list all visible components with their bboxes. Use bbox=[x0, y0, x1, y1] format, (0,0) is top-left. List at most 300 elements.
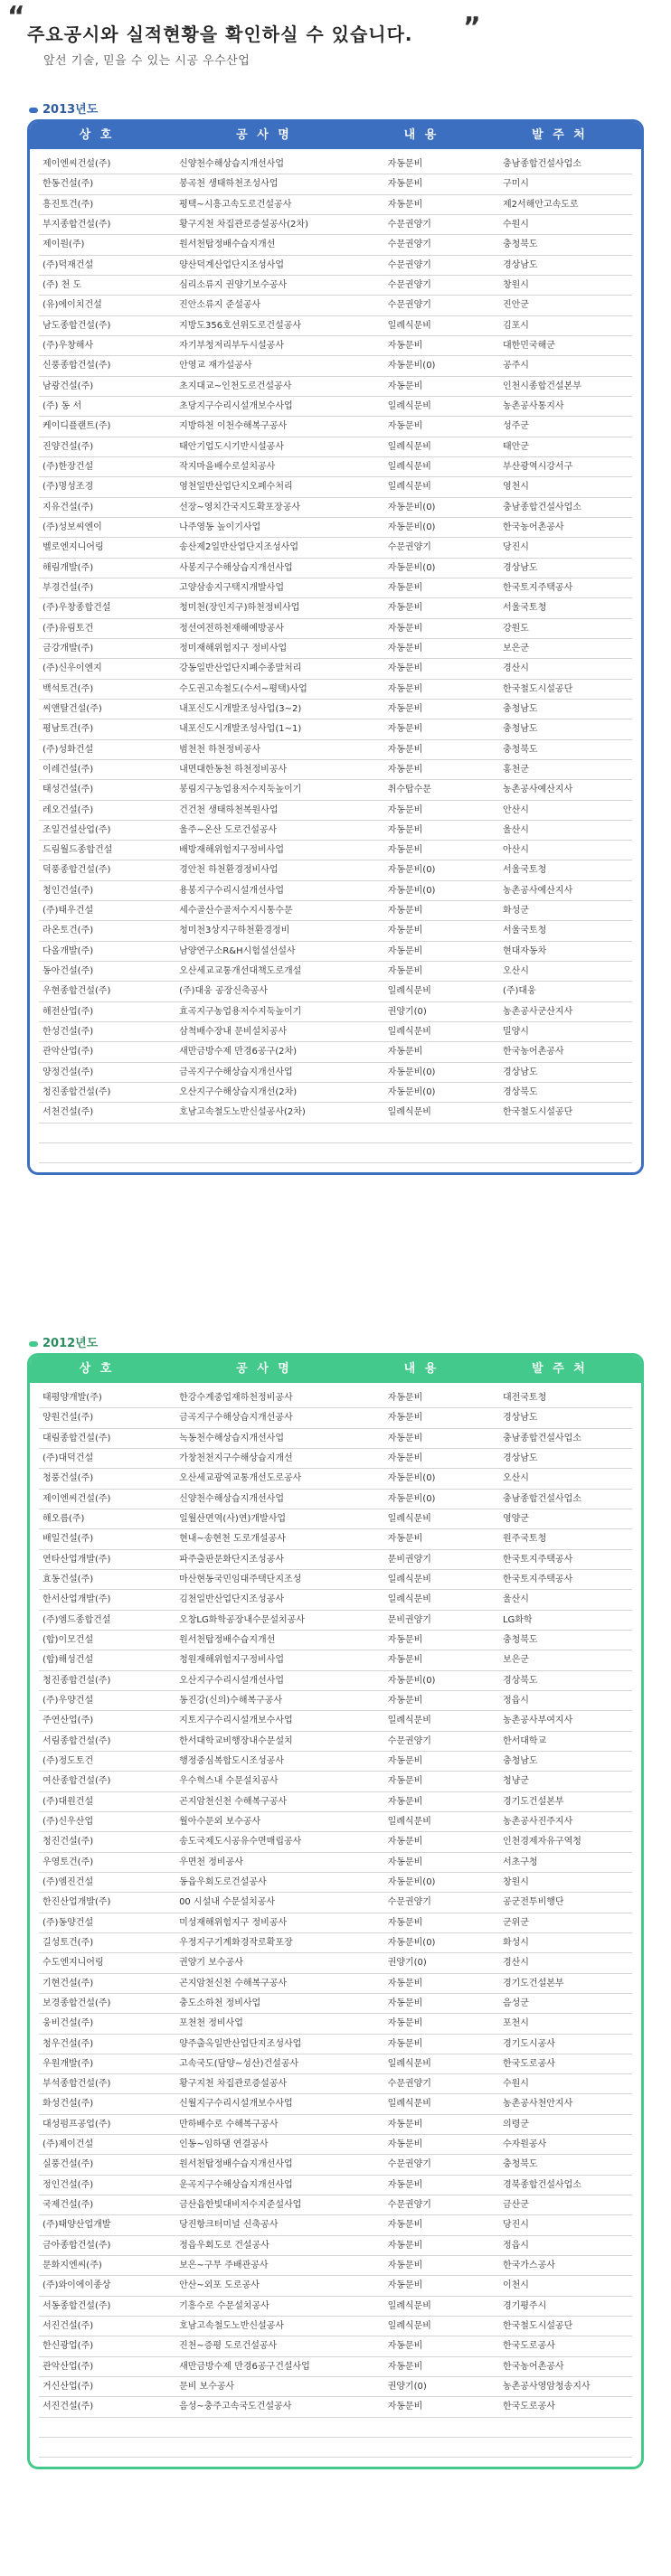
company-cell: 청진종합건설(주) bbox=[43, 1675, 111, 1686]
project-cell: 파주출판문화단지조성공사 bbox=[179, 1554, 284, 1565]
content-cell: 수문권양기 bbox=[387, 300, 431, 311]
table-row bbox=[39, 1611, 632, 1631]
table-row bbox=[39, 578, 632, 598]
header-company: 상 호 bbox=[79, 1362, 115, 1376]
company-cell: 우영토건(주) bbox=[43, 1857, 94, 1867]
company-cell: (주)대덕건설 bbox=[43, 1453, 94, 1463]
content-cell: 자동문비(0) bbox=[387, 1876, 436, 1887]
table-row bbox=[39, 1469, 632, 1489]
table-row bbox=[39, 921, 632, 941]
project-cell: 내포신도시개발조성사업(3~2) bbox=[179, 703, 302, 714]
company-cell: 드림월드종합건설 bbox=[43, 845, 113, 856]
table-row bbox=[39, 215, 632, 235]
content-cell: 일례식문비 bbox=[387, 400, 431, 411]
project-cell: 일월산면역(사)연)개발사업 bbox=[179, 1513, 287, 1524]
content-cell: 자동문비 bbox=[387, 1047, 423, 1058]
company-cell: 지유건설(주) bbox=[43, 502, 94, 512]
company-cell: 대림종합건설(주) bbox=[43, 1433, 111, 1443]
company-cell: 청인건설(주) bbox=[43, 885, 94, 896]
company-cell: 배일건설(주) bbox=[43, 1534, 94, 1545]
content-cell: 자동문비 bbox=[387, 2179, 423, 2190]
company-cell: 한진산업개발(주) bbox=[43, 1897, 111, 1908]
company-cell: 양원건설(주) bbox=[43, 1413, 94, 1424]
content-cell: 취수탑수문 bbox=[387, 785, 431, 795]
table-row bbox=[39, 801, 632, 821]
project-cell: 오창LG화학공장내수문설치공사 bbox=[179, 1614, 305, 1625]
client-cell: 대전국토청 bbox=[502, 1393, 547, 1403]
table-row bbox=[39, 1953, 632, 1973]
project-cell: 초당지구수리시설개보수사업 bbox=[179, 400, 293, 411]
project-cell: 마산현동국민임대주택단지조성 bbox=[179, 1574, 302, 1584]
project-cell: 금곡지구수해상습지개선사업 bbox=[179, 1067, 293, 1077]
project-cell: 인동~임하댐 연결공사 bbox=[179, 2139, 269, 2150]
company-cell: 수도엔지니어링 bbox=[43, 1958, 104, 1969]
empty-row bbox=[39, 2438, 632, 2458]
project-cell: 오산세교교통개선대책도로개설 bbox=[179, 966, 302, 977]
client-cell: 충남종합건설사업소 bbox=[502, 502, 581, 512]
project-cell: 한강수계중업재하천정비공사 bbox=[179, 1393, 293, 1403]
client-cell: 한국토지주택공사 bbox=[502, 1574, 573, 1584]
client-cell: 농촌공사진주지사 bbox=[502, 1816, 573, 1827]
table-row bbox=[39, 719, 632, 739]
content-cell: 자동문비 bbox=[387, 1534, 423, 1545]
project-cell: 송도국제도시공유수면매립공사 bbox=[179, 1837, 302, 1847]
table-row bbox=[39, 2115, 632, 2135]
project-cell: 행정중심복합도시조성공사 bbox=[179, 1755, 284, 1766]
company-cell: 해오름(주) bbox=[43, 1513, 85, 1524]
content-cell: 자동문비 bbox=[387, 2018, 423, 2029]
content-cell: 일례식문비 bbox=[387, 1594, 431, 1605]
company-cell: 씨앤탈건설(주) bbox=[43, 703, 102, 714]
project-cell: 봉림지구농업용저수지둑높이기 bbox=[179, 785, 302, 795]
company-cell: 다올개발(주) bbox=[43, 945, 94, 956]
table-row bbox=[39, 477, 632, 497]
client-cell: 청냥군 bbox=[502, 1776, 529, 1787]
content-cell: 일례식문비 bbox=[387, 2099, 431, 2110]
content-cell: 자동문비 bbox=[387, 1998, 423, 2008]
project-cell: 동진강(신의)수해복구공사 bbox=[179, 1695, 283, 1706]
project-cell: 내포신도시개발조성사업(1~1) bbox=[179, 724, 302, 735]
section-2012 bbox=[27, 1335, 644, 2469]
client-cell: 공주시 bbox=[502, 361, 529, 371]
content-cell: 자동문비 bbox=[387, 926, 423, 936]
project-cell: 음성~충주고속국도건설공사 bbox=[179, 2402, 292, 2412]
company-cell: (주)우양건설 bbox=[43, 1695, 94, 1706]
content-cell: 자동문비(0) bbox=[387, 1067, 436, 1077]
company-cell: (주)덕재건설 bbox=[43, 259, 94, 270]
table-row bbox=[39, 901, 632, 921]
client-cell: 한국도로공사 bbox=[502, 2058, 555, 2069]
project-cell: 김천일반산업단지조성공사 bbox=[179, 1594, 284, 1605]
content-cell: 자동문비 bbox=[387, 582, 423, 593]
client-cell: 충청북도 bbox=[502, 744, 538, 755]
table-row bbox=[39, 2236, 632, 2256]
table-row bbox=[39, 518, 632, 538]
company-cell: (주)와이에이종상 bbox=[43, 2280, 111, 2291]
header-content: 내 용 bbox=[403, 128, 439, 142]
project-cell: 평택~시흥고속도로건설공사 bbox=[179, 199, 292, 210]
table-row bbox=[39, 1832, 632, 1852]
company-cell: 금강개발(주) bbox=[43, 643, 94, 653]
client-cell: (주)대웅 bbox=[502, 986, 536, 997]
content-cell: 자동문비 bbox=[387, 1837, 423, 1847]
page-title: 주요공시와 실적현황을 확인하실 수 있습니다. bbox=[27, 24, 413, 45]
content-cell: 자동문비 bbox=[387, 2341, 423, 2352]
content-cell: 일례식문비 bbox=[387, 482, 431, 493]
company-cell: (주)태양산업개발 bbox=[43, 2220, 111, 2231]
table-row bbox=[39, 316, 632, 336]
content-cell: 권양기(0) bbox=[387, 2382, 427, 2393]
header-project: 공 사 명 bbox=[236, 1362, 292, 1376]
client-cell: 한국토지주택공사 bbox=[502, 582, 573, 593]
project-cell: 정읍우회도로 건설공사 bbox=[179, 2240, 269, 2251]
table-row bbox=[39, 1388, 632, 1408]
table-header bbox=[30, 122, 641, 149]
client-cell: 농촌공사예산지사 bbox=[502, 785, 573, 795]
content-cell: 수문권양기 bbox=[387, 542, 431, 553]
table-row bbox=[39, 2317, 632, 2336]
client-cell: 제2서해안고속도로 bbox=[502, 199, 579, 210]
content-cell: 일례식문비 bbox=[387, 1027, 431, 1038]
content-cell: 자동문비 bbox=[387, 906, 423, 917]
company-cell: 청우건설(주) bbox=[43, 2038, 94, 2049]
content-cell: 자동문비 bbox=[387, 1413, 423, 1424]
project-cell: 오산지구수리시설개선사업 bbox=[179, 1675, 284, 1686]
project-cell: 세수골산수골저수지시통수문 bbox=[179, 906, 293, 917]
project-cell: 나주영동 높이기사업 bbox=[179, 522, 261, 532]
company-cell: 여산종합건설(주) bbox=[43, 1776, 111, 1787]
project-cell: 경안천 하천환경정비사업 bbox=[179, 865, 279, 876]
empty-row bbox=[39, 1123, 632, 1143]
table-row bbox=[39, 1570, 632, 1590]
company-cell: 화성건설(주) bbox=[43, 2099, 94, 2110]
client-cell: 당진시 bbox=[502, 542, 529, 553]
content-cell: 자동문비 bbox=[387, 2240, 423, 2251]
company-cell: 케이디플랜트(주) bbox=[43, 421, 111, 432]
table-row bbox=[39, 2054, 632, 2074]
content-cell: 권양기(0) bbox=[387, 1958, 427, 1969]
client-cell: 이천시 bbox=[502, 2280, 529, 2291]
project-cell: 가창천천지구수해상습지개선 bbox=[179, 1453, 293, 1463]
company-cell: 국제건설(주) bbox=[43, 2200, 94, 2211]
client-cell: 의령군 bbox=[502, 2119, 529, 2129]
project-cell: 금곡지구수해상습지개선공사 bbox=[179, 1413, 293, 1424]
content-cell: 자동문비 bbox=[387, 159, 423, 169]
project-cell: 송산제2일반산업단지조성사업 bbox=[179, 542, 299, 553]
content-cell: 일례식문비 bbox=[387, 1816, 431, 1827]
client-cell: 오산시 bbox=[502, 966, 529, 977]
table-row bbox=[39, 2397, 632, 2417]
client-cell: 포천시 bbox=[502, 2018, 529, 2029]
company-cell: 제이원(주) bbox=[43, 240, 85, 250]
project-cell: 신양천수해상습지개선사업 bbox=[179, 1493, 284, 1504]
table-row bbox=[39, 841, 632, 860]
table-header bbox=[30, 1356, 641, 1383]
table-row bbox=[39, 1974, 632, 1994]
table-row bbox=[39, 1083, 632, 1103]
company-cell: (합)해성건설 bbox=[43, 1655, 94, 1666]
company-cell: (주)대원건설 bbox=[43, 1796, 94, 1807]
content-cell: 자동문비 bbox=[387, 2261, 423, 2271]
client-cell: 한국도로공사 bbox=[502, 2341, 555, 2352]
project-cell: 고속국도(담양~성산)건설공사 bbox=[179, 2058, 299, 2069]
project-cell: 곤지암천신천 수해복구공사 bbox=[179, 1978, 288, 1988]
table-row bbox=[39, 1873, 632, 1893]
table-row bbox=[39, 296, 632, 315]
client-cell: 보은군 bbox=[502, 1655, 529, 1666]
client-cell: 정읍시 bbox=[502, 2240, 529, 2251]
project-cell: 호남고속철도노반신설공사(2차) bbox=[179, 1107, 306, 1118]
company-cell: 관악산업(주) bbox=[43, 1047, 94, 1058]
content-cell: 자동문비 bbox=[387, 623, 423, 634]
client-cell: 경북종합건설사업소 bbox=[502, 2179, 581, 2190]
company-cell: 우원개발(주) bbox=[43, 2058, 94, 2069]
content-cell: 자동문비 bbox=[387, 724, 423, 735]
company-cell: 덕풍종합건설(주) bbox=[43, 865, 111, 876]
section-year: 2012년도 bbox=[43, 1337, 99, 1350]
project-cell: 원서천탑정배수습지개선 bbox=[179, 1634, 276, 1645]
table-row bbox=[39, 195, 632, 215]
company-cell: (주)명성조경 bbox=[43, 482, 94, 493]
client-cell: 충남종합건설사업소 bbox=[502, 1493, 581, 1504]
content-cell: 자동문비 bbox=[387, 1695, 423, 1706]
content-cell: 자동문비 bbox=[387, 421, 423, 432]
table-row bbox=[39, 1792, 632, 1812]
table-row bbox=[39, 1550, 632, 1570]
company-cell: (주)한장건설 bbox=[43, 461, 94, 472]
table-row bbox=[39, 680, 632, 700]
company-cell: (주)우창종합건설 bbox=[43, 603, 111, 614]
table-row bbox=[39, 2176, 632, 2195]
content-cell: 자동문비 bbox=[387, 945, 423, 956]
content-cell: 일례식문비 bbox=[387, 2321, 431, 2332]
project-cell: 곤지암천신천 수해복구공사 bbox=[179, 1796, 288, 1807]
client-cell: LG화학 bbox=[502, 1614, 533, 1625]
project-cell: 안영교 재가설공사 bbox=[179, 361, 252, 371]
company-cell: 해전산업(주) bbox=[43, 1006, 94, 1017]
table-row bbox=[39, 1853, 632, 1873]
client-cell: 창원시 bbox=[502, 279, 529, 290]
client-cell: 한서대학교 bbox=[502, 1735, 547, 1746]
company-cell: (주)우창해사 bbox=[43, 340, 94, 351]
table-row bbox=[39, 1002, 632, 1022]
project-cell: 정미재해위험지구 정비사업 bbox=[179, 643, 288, 653]
client-cell: 금산군 bbox=[502, 2200, 529, 2211]
table-body bbox=[30, 1383, 641, 2467]
client-cell: 충남종합건설사업소 bbox=[502, 159, 581, 169]
content-cell: 자동문비 bbox=[387, 2280, 423, 2291]
client-cell: 서울국토청 bbox=[502, 865, 547, 876]
content-cell: 자동문비(0) bbox=[387, 885, 436, 896]
project-cell: 충도소하천 정비사업 bbox=[179, 1998, 261, 2008]
table-row bbox=[39, 457, 632, 477]
content-cell: 일례식문비 bbox=[387, 1513, 431, 1524]
table-row bbox=[39, 1631, 632, 1650]
table-row bbox=[39, 1490, 632, 1509]
content-cell: 일례식문비 bbox=[387, 1107, 431, 1118]
table-row bbox=[39, 2195, 632, 2215]
company-cell: 청진건설(주) bbox=[43, 1837, 94, 1847]
client-cell: 강원도 bbox=[502, 623, 529, 634]
table-row bbox=[39, 982, 632, 1001]
table-row bbox=[39, 1590, 632, 1610]
client-cell: 김포시 bbox=[502, 320, 529, 331]
company-cell: 금아종합건설(주) bbox=[43, 2240, 111, 2251]
table-row bbox=[39, 1509, 632, 1529]
client-cell: 농촌공사천안지사 bbox=[502, 2099, 573, 2110]
project-cell: 고양삼송지구택지개발사업 bbox=[179, 582, 284, 593]
company-cell: (주)동양건설 bbox=[43, 1917, 94, 1928]
table-row bbox=[39, 174, 632, 194]
project-cell: 우정지구기계화경작로확포장 bbox=[179, 1937, 293, 1948]
table-row bbox=[39, 1650, 632, 1670]
project-cell: 원서천탑정배수습지개선사업 bbox=[179, 2159, 293, 2170]
company-cell: 청풍건설(주) bbox=[43, 1473, 94, 1484]
company-cell: 부지종합건설(주) bbox=[43, 219, 111, 230]
company-cell: 남도종합건설(주) bbox=[43, 320, 111, 331]
content-cell: 일례식문비 bbox=[387, 441, 431, 452]
client-cell: 진안군 bbox=[502, 300, 529, 311]
company-cell: (주)신우산업 bbox=[43, 1816, 94, 1827]
table-row bbox=[39, 1812, 632, 1832]
project-cell: 문비 보수공사 bbox=[179, 2382, 235, 2393]
project-cell: 청미천3상지구하천환경정비 bbox=[179, 926, 290, 936]
project-cell: 배방재해위험지구정비사업 bbox=[179, 845, 284, 856]
table-row bbox=[39, 336, 632, 356]
content-cell: 일례식문비 bbox=[387, 1574, 431, 1584]
table-row bbox=[39, 2155, 632, 2175]
client-cell: 부산광역시강서구 bbox=[502, 461, 573, 472]
client-cell: 서울국토청 bbox=[502, 603, 547, 614]
close-quote-mark: ” bbox=[463, 12, 481, 43]
content-cell: 자동문비 bbox=[387, 764, 423, 775]
company-cell: (주)제이건설 bbox=[43, 2139, 94, 2150]
client-cell: 인천경제자유구역청 bbox=[502, 1837, 581, 1847]
company-cell: 라온토건(주) bbox=[43, 926, 94, 936]
project-cell: 우면천 정비공사 bbox=[179, 1857, 243, 1867]
company-cell: (주)정도토건 bbox=[43, 1755, 94, 1766]
company-cell: (주)태우건설 bbox=[43, 906, 94, 917]
content-cell: 자동문비 bbox=[387, 2361, 423, 2372]
company-cell: 실풍건설(주) bbox=[43, 2159, 94, 2170]
project-cell: 지방하천 이천수해복구공사 bbox=[179, 421, 288, 432]
open-quote-mark: “ bbox=[7, 1, 25, 33]
content-cell: 자동문비 bbox=[387, 340, 423, 351]
project-cell: 미성재해위험지구 정비공사 bbox=[179, 1917, 288, 1928]
content-cell: 자동문비 bbox=[387, 2038, 423, 2049]
content-cell: 자동문비 bbox=[387, 1978, 423, 1988]
content-cell: 일례식문비 bbox=[387, 461, 431, 472]
content-cell: 자동문비 bbox=[387, 824, 423, 835]
client-cell: 충청북도 bbox=[502, 1634, 538, 1645]
client-cell: 수원시 bbox=[502, 2079, 529, 2090]
content-cell: 일례식문비 bbox=[387, 2058, 431, 2069]
client-cell: 서울국토청 bbox=[502, 926, 547, 936]
content-cell: 수문권양기 bbox=[387, 2159, 431, 2170]
content-cell: 자동문비(0) bbox=[387, 562, 436, 573]
content-cell: 자동문비(0) bbox=[387, 1087, 436, 1098]
content-cell: 자동문비 bbox=[387, 643, 423, 653]
table-row bbox=[39, 276, 632, 296]
header-client: 발 주 처 bbox=[532, 1362, 588, 1376]
client-cell: 아산시 bbox=[502, 845, 529, 856]
page-header bbox=[0, 0, 671, 90]
client-cell: 화성시 bbox=[502, 1937, 529, 1948]
client-cell: 정읍시 bbox=[502, 1695, 529, 1706]
client-cell: 군위군 bbox=[502, 1917, 529, 1928]
project-cell: 신양천수해상습지개선사업 bbox=[179, 159, 284, 169]
client-cell: 충남종합건설사업소 bbox=[502, 1433, 581, 1443]
project-cell: 내면대한동천 하천정비공사 bbox=[179, 764, 288, 775]
company-cell: (주)엠드종합건설 bbox=[43, 1614, 111, 1625]
client-cell: 오산시 bbox=[502, 1473, 529, 1484]
content-cell: 자동문비 bbox=[387, 1776, 423, 1787]
section-label bbox=[27, 101, 644, 119]
client-cell: 수원시 bbox=[502, 219, 529, 230]
client-cell: 원주국토청 bbox=[502, 1534, 547, 1545]
table-row bbox=[39, 2336, 632, 2356]
table-row bbox=[39, 1994, 632, 2014]
company-cell: 남광건설(주) bbox=[43, 381, 94, 391]
content-cell: 수문권양기 bbox=[387, 259, 431, 270]
project-cell: 호남고속철도노반신설공사 bbox=[179, 2321, 284, 2332]
content-cell: 자동문비 bbox=[387, 199, 423, 210]
table-row bbox=[39, 1042, 632, 1062]
table-row bbox=[39, 397, 632, 417]
table-row bbox=[39, 2276, 632, 2296]
client-cell: 성주군 bbox=[502, 421, 529, 432]
content-cell: 자동문비 bbox=[387, 1755, 423, 1766]
client-cell: 한국농어촌공사 bbox=[502, 1047, 564, 1058]
project-cell: 새만금방수제 만경6공구건설사업 bbox=[179, 2361, 310, 2372]
empty-row bbox=[39, 1143, 632, 1163]
client-cell: 한국철도시설공단 bbox=[502, 683, 573, 694]
table-row bbox=[39, 2094, 632, 2114]
project-cell: 00 시설내 수문설치공사 bbox=[179, 1897, 276, 1908]
client-cell: 창원시 bbox=[502, 1876, 529, 1887]
content-cell: 자동문비 bbox=[387, 1453, 423, 1463]
content-cell: 자동문비 bbox=[387, 2220, 423, 2231]
company-cell: 부석종합건설(주) bbox=[43, 2079, 111, 2090]
company-cell: 양정건설(주) bbox=[43, 1067, 94, 1077]
table-row bbox=[39, 256, 632, 276]
content-cell: 자동문비(0) bbox=[387, 502, 436, 512]
client-cell: 밀양시 bbox=[502, 1027, 529, 1038]
company-cell: (주)엠진건설 bbox=[43, 1876, 94, 1887]
company-cell: 한성건설(주) bbox=[43, 1027, 94, 1038]
client-cell: 농촌공사예산지사 bbox=[502, 885, 573, 896]
content-cell: 일례식문비 bbox=[387, 320, 431, 331]
client-cell: 울산시 bbox=[502, 824, 529, 835]
project-cell: 선장~영치간국지도확포장공사 bbox=[179, 502, 301, 512]
company-cell: 신풍종합건설(주) bbox=[43, 361, 111, 371]
content-cell: 수문권양기 bbox=[387, 2200, 431, 2211]
client-cell: 충청북도 bbox=[502, 2159, 538, 2170]
project-cell: (주)대웅 공장신축공사 bbox=[179, 986, 268, 997]
project-cell: 현내~송현천 도로개설공사 bbox=[179, 1534, 286, 1545]
table-row bbox=[39, 1529, 632, 1549]
table-row bbox=[39, 1893, 632, 1913]
project-cell: 건건천 생태하천복원사업 bbox=[179, 804, 279, 815]
content-cell: 자동문비 bbox=[387, 1857, 423, 1867]
company-cell: 서진건설(주) bbox=[43, 2402, 94, 2412]
client-cell: 한국농어촌공사 bbox=[502, 522, 564, 532]
content-cell: 자동문비(0) bbox=[387, 1937, 436, 1948]
content-cell: 자동문비 bbox=[387, 683, 423, 694]
company-cell: 주연산업(주) bbox=[43, 1716, 94, 1726]
client-cell: 경기도건설본부 bbox=[502, 1796, 564, 1807]
project-cell: 진천~증평 도로건설공사 bbox=[179, 2341, 278, 2352]
